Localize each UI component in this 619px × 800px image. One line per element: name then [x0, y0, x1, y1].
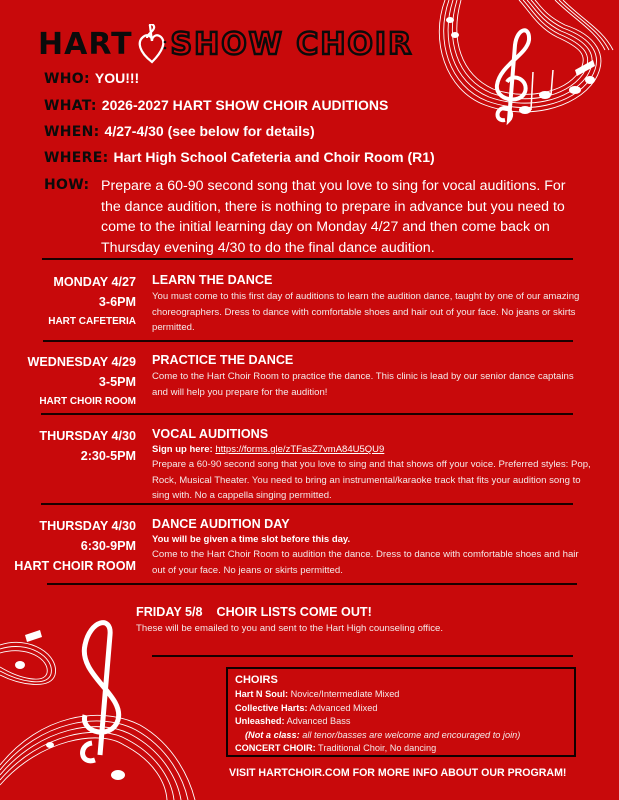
choir-desc: Novice/Intermediate Mixed	[290, 689, 400, 699]
schedule-heading: VOCAL AUDITIONS	[152, 427, 269, 441]
schedule-heading: LEARN THE DANCE	[152, 273, 273, 287]
schedule-time: 3-6PM	[98, 295, 136, 309]
schedule-time: 3-5PM	[98, 375, 136, 389]
title-show-choir: SHOW CHOIR	[170, 26, 414, 62]
schedule-location: HART CHOIR ROOM	[39, 396, 136, 407]
schedule-body: Prepare a 60-90 second song that you love to sing and that shows off your voice. Preferred styles: Pop, Rock, Musical Theater. You need to bring an instrumental/karaoke track that fits your audition song to sing with. No a cappella singing permitted.	[152, 459, 591, 501]
schedule-when	[39, 426, 136, 466]
choir-note	[235, 729, 567, 743]
schedule-body: You must come to this first day of auditions to learn the audition dance, taught by one of our amazing choreographers. Dress to dance with comfortable shoes and hair out of your face. No jeans or skirts permitted.	[152, 291, 580, 333]
choir-desc: Traditional Choir, No dancing	[318, 743, 437, 753]
choir-item	[235, 702, 567, 716]
schedule-when	[28, 352, 137, 412]
results-body: These will be emailed to you and sent to the Hart High counseling office.	[136, 623, 443, 634]
schedule-details	[152, 516, 592, 578]
when-label: WHEN:	[44, 124, 100, 140]
schedule-body: Come to the Hart Choir Room to audition the dance. Dress to dance with comfortable shoes and hair out of your face. No jeans or skirts permitted.	[152, 549, 579, 576]
signup-line	[152, 443, 592, 457]
results-announcement	[136, 604, 443, 636]
title-hart: HART	[38, 26, 133, 62]
divider	[43, 340, 573, 342]
choirs-heading: CHOIRS	[235, 674, 278, 686]
choir-name: Collective Harts:	[235, 702, 308, 713]
choir-name: Unleashed:	[235, 716, 285, 726]
choir-item	[235, 688, 567, 702]
schedule-location: HART CAFETERIA	[48, 316, 136, 327]
schedule-day: THURSDAY 4/30	[39, 519, 136, 533]
results-heading: FRIDAY 5/8 CHOIR LISTS COME OUT!	[136, 605, 372, 619]
schedule-subheading: You will be given a time slot before this day.	[152, 534, 351, 545]
what-label: WHAT:	[44, 98, 97, 114]
who-row	[44, 70, 139, 87]
signup-link[interactable]: https://forms.gle/zTFasZ7vmA84U5QU9	[215, 444, 385, 455]
schedule-details	[152, 352, 592, 400]
where-value: Hart High School Cafeteria and Choir Room (R1)	[113, 149, 435, 165]
schedule-day: WEDNESDAY 4/29	[27, 355, 136, 369]
schedule-details	[152, 272, 592, 336]
choirs-box	[226, 667, 576, 757]
schedule-time: 2:30-5PM	[80, 449, 136, 463]
choir-note-label: (Not a class:	[245, 729, 300, 740]
when-value: 4/27-4/30 (see below for details)	[104, 123, 315, 139]
treble-bass-clef-heart-icon	[135, 24, 169, 64]
choir-item	[235, 742, 567, 756]
choir-item	[235, 715, 567, 729]
schedule-heading: PRACTICE THE DANCE	[152, 353, 294, 367]
schedule-location: HART CHOIR ROOM	[14, 559, 136, 573]
schedule-body: Come to the Hart Choir Room to practice the dance. This clinic is lead by our senior dance captains and will help you prepare for the audition!	[152, 371, 574, 398]
schedule-when	[14, 516, 136, 576]
when-row	[44, 123, 315, 140]
divider	[41, 413, 573, 415]
schedule-details	[152, 426, 592, 504]
page-title	[38, 24, 413, 64]
what-value: 2026-2027 HART SHOW CHOIR AUDITIONS	[101, 97, 389, 113]
choir-note-text: all tenor/basses are welcome and encouraged to join)	[302, 729, 521, 740]
choir-desc: Advanced Bass	[286, 716, 351, 726]
divider	[152, 655, 573, 657]
music-staff-treble-clef-icon	[0, 615, 210, 800]
music-staff-treble-clef-icon	[425, 0, 619, 145]
what-row	[44, 97, 388, 114]
divider	[41, 503, 573, 505]
who-value: YOU!!!	[94, 70, 140, 86]
choir-name: CONCERT CHOIR:	[235, 743, 316, 753]
visit-website-text: VISIT HARTCHOIR.COM FOR MORE INFO ABOUT OUR PROGRAM!	[229, 767, 567, 779]
where-label: WHERE:	[44, 150, 109, 166]
who-label: WHO:	[44, 71, 90, 87]
schedule-day: THURSDAY 4/30	[39, 429, 136, 443]
divider	[47, 583, 577, 585]
how-value: Prepare a 60-90 second song that you love to sing for vocal auditions. For the dance audition, there is nothing to prepare in advance but you need to come to the initial learning day on Monday 4/27 and then come back on Thursday evening 4/30 to do the final dance audition.	[101, 178, 566, 256]
schedule-heading: DANCE AUDITION DAY	[152, 517, 290, 531]
choir-desc: Advanced Mixed	[309, 702, 378, 713]
schedule-time: 6:30-9PM	[80, 539, 136, 553]
how-label: HOW:	[44, 177, 90, 193]
how-row	[44, 177, 94, 193]
divider	[42, 258, 573, 260]
schedule-day: MONDAY 4/27	[53, 275, 136, 289]
where-row	[44, 149, 435, 166]
signup-label: Sign up here:	[152, 444, 213, 455]
schedule-when	[48, 272, 136, 332]
choir-name: Hart N Soul:	[235, 689, 289, 699]
